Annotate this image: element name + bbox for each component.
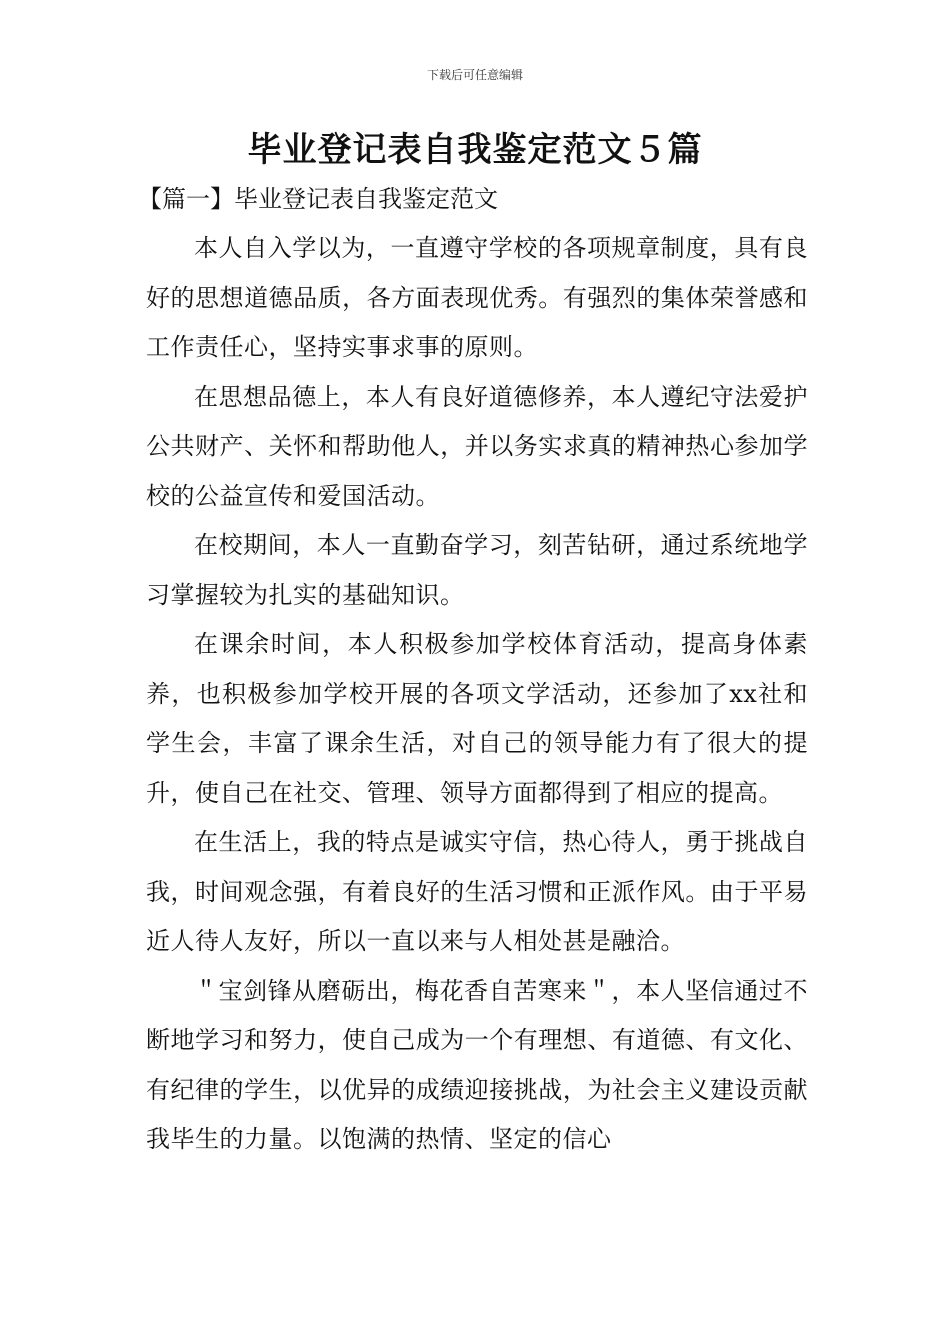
- paragraph-6: ＂宝剑锋从磨砺出，梅花香自苦寒来＂，本人坚信通过不断地学习和努力，使自己成为一个有理想、有道德、有文化、有纪律的学生，以优异的成绩迎接挑战，为社会主义建设贡献我毕生的力量。以饱满的热情、坚定的信心: [146, 976, 808, 1153]
- paragraph-1: 本人自入学以为，一直遵守学校的各项规章制度，具有良好的思想道德品质，各方面表现优秀。有强烈的集体荣誉感和工作责任心，坚持实事求事的原则。: [146, 234, 808, 361]
- document-title: 毕业登记表自我鉴定范文５篇: [247, 130, 703, 170]
- section-heading: 【篇一】毕业登记表自我鉴定范文: [138, 185, 498, 213]
- paragraph-5: 在生活上，我的特点是诚实守信，热心待人，勇于挑战自我，时间观念强，有着良好的生活习惯和正派作风。由于平易近人待人友好，所以一直以来与人相处甚是融洽。: [146, 828, 808, 955]
- paragraph-4: 在课余时间，本人积极参加学校体育活动，提高身体素养，也积极参加学校开展的各项文学活动，还参加了xx社和学生会，丰富了课余生活，对自己的领导能力有了很大的提升，使自己在社交、管理、领导方面都得到了相应的提高。: [146, 630, 808, 807]
- paragraph-2: 在思想品德上，本人有良好道德修养，本人遵纪守法爱护公共财产、关怀和帮助他人，并以务实求真的精神热心参加学校的公益宣传和爱国活动。: [146, 382, 808, 510]
- document-body: [146, 224, 808, 1165]
- paragraph-3: 在校期间，本人一直勤奋学习，刻苦钻研，通过系统地学习掌握较为扎实的基础知识。: [146, 531, 808, 609]
- header-note: 下载后可任意编辑: [426, 68, 523, 82]
